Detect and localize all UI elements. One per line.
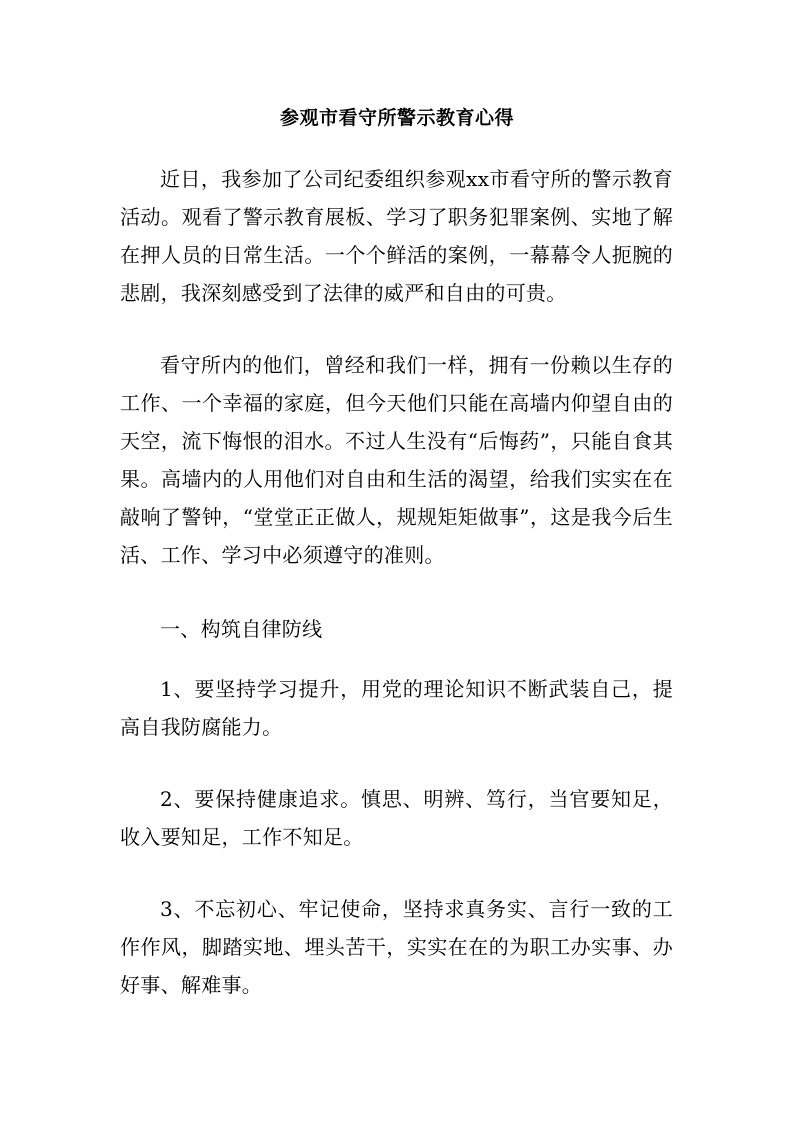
list-item-3: 3、不忘初心、牢记使命，坚持求真务实、言行一致的工作作风，脚踏实地、埋头苦干，实实在在的为职工办实事、办好事、解难事。 xyxy=(120,897,673,997)
paragraph-intro: 近日，我参加了公司纪委组织参观xx市看守所的警示教育活动。观看了警示教育展板、学习了职务犯罪案例、实地了解在押人员的日常生活。一个个鲜活的案例，一幕幕令人扼腕的悲剧，我深刻感受到了法律的威严和自由的可贵。 xyxy=(120,167,673,305)
list-item-1: 1、要坚持学习提升，用党的理论知识不断武装自己，提高自我防腐能力。 xyxy=(120,677,673,739)
section-heading: 一、构筑自律防线 xyxy=(160,617,323,641)
document-title: 参观市看守所警示教育心得 xyxy=(279,107,514,129)
list-item-2: 2、要保持健康追求。慎思、明辨、笃行，当官要知足，收入要知足，工作不知足。 xyxy=(120,787,673,849)
paragraph-reflection: 看守所内的他们，曾经和我们一样，拥有一份赖以生存的工作、一个幸福的家庭，但今天他们只能在高墙内仰望自由的天空，流下悔恨的泪水。不过人生没有“后悔药”，只能自食其果。高墙内的人用他们对自由和生活的渴望，给我们实实在在敲响了警钟，“堂堂正正做人，规规矩矩做事”，这是我今后生活、工作、学习中必须遵守的准则。 xyxy=(120,353,673,567)
